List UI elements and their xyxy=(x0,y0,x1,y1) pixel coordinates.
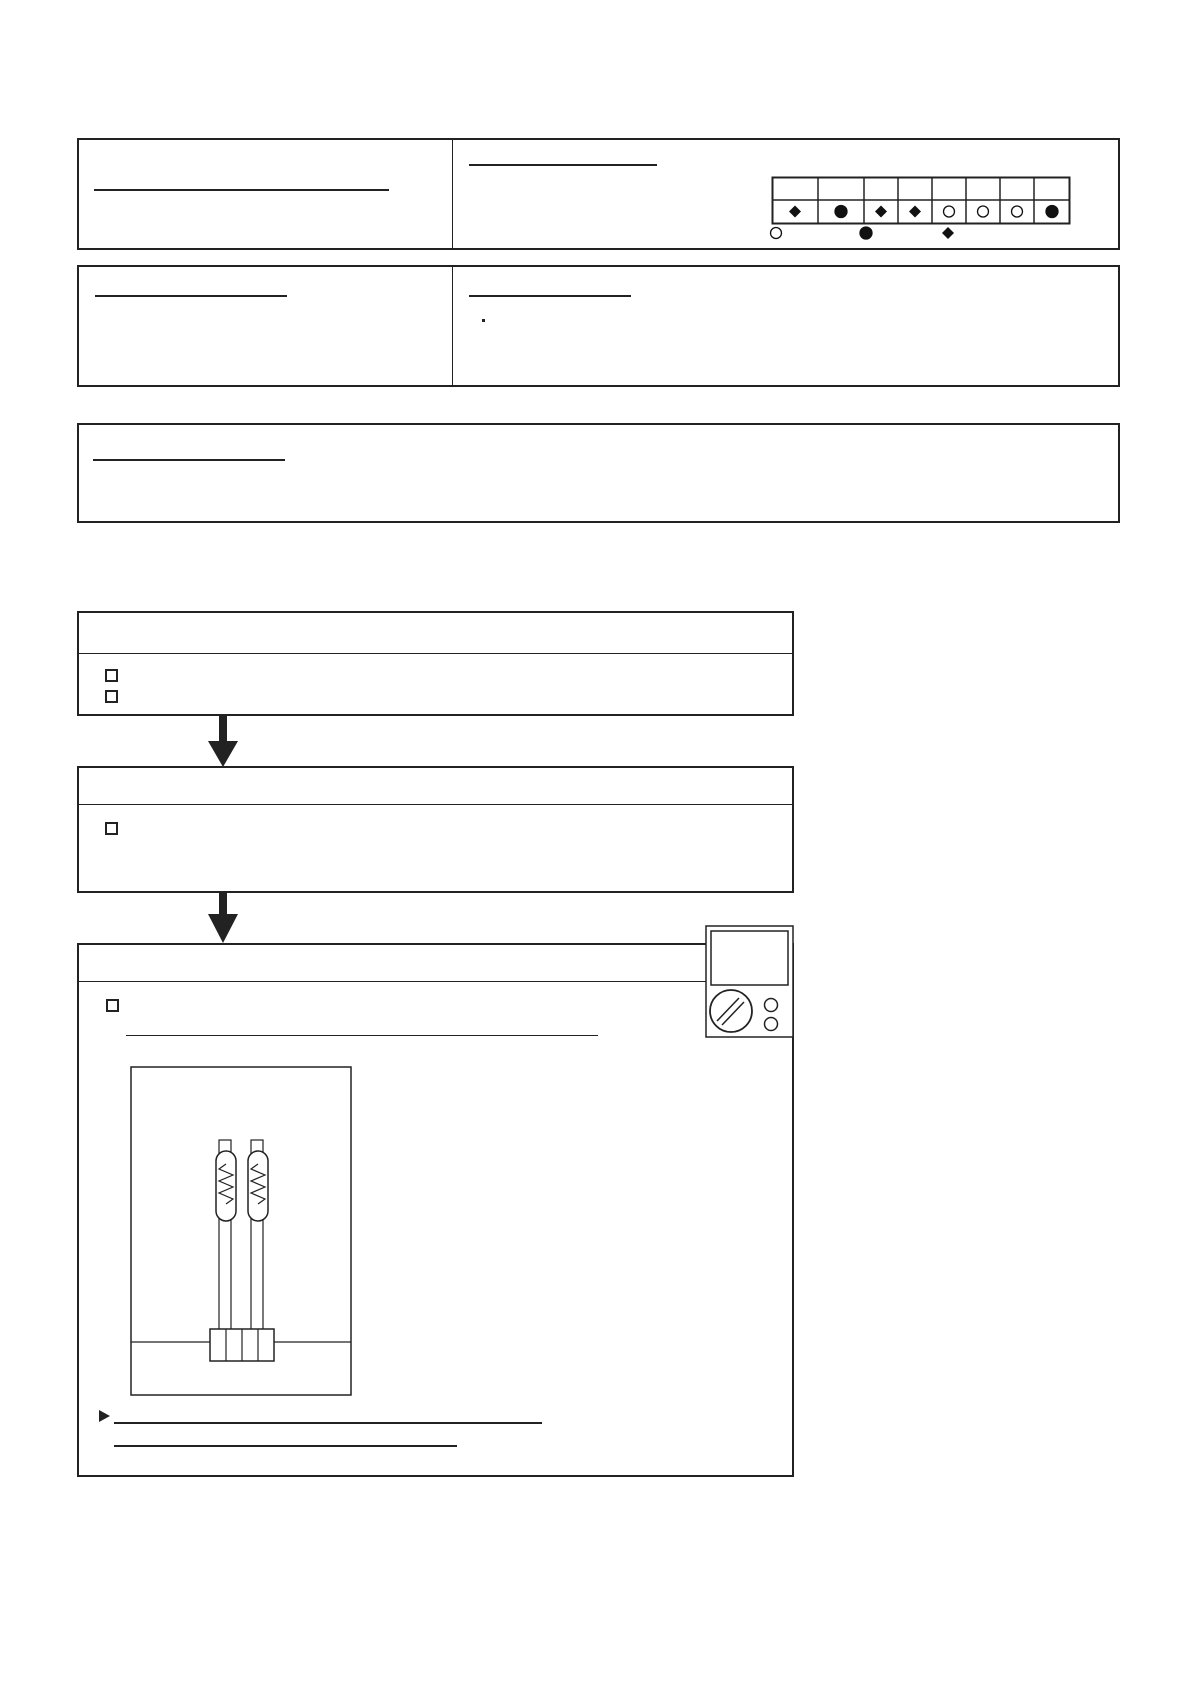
checkbox-icon xyxy=(105,690,118,703)
note-underline xyxy=(114,1422,542,1424)
bullet-dot xyxy=(482,319,485,322)
status-filled-circle-icon xyxy=(1046,206,1058,218)
info-box-divider xyxy=(452,140,453,248)
legend-diamond-icon xyxy=(942,227,954,239)
step-header-divider xyxy=(79,981,792,982)
step-box-1 xyxy=(77,611,794,716)
status-open-circle-icon xyxy=(1012,206,1023,217)
legend-filled-circle-icon xyxy=(860,227,872,239)
step-box-3 xyxy=(77,943,794,1477)
temperature-sensor-diagram xyxy=(130,1066,352,1396)
checkbox-icon xyxy=(105,669,118,682)
step-header-divider xyxy=(79,804,792,805)
down-arrow-icon xyxy=(203,714,243,770)
info-box-top xyxy=(77,138,1120,250)
step-header-divider xyxy=(79,653,792,654)
info-box-divider xyxy=(452,267,453,385)
status-filled-circle-icon xyxy=(835,206,847,218)
down-arrow-icon xyxy=(203,891,243,947)
status-diamond-icon xyxy=(789,206,801,218)
note-underline xyxy=(114,1445,457,1447)
indicator-table xyxy=(772,177,1092,247)
triangle-pointer-icon xyxy=(99,1410,111,1422)
info-box-bottom xyxy=(77,423,1120,523)
status-open-circle-icon xyxy=(978,206,989,217)
checkbox-icon xyxy=(105,822,118,835)
multimeter-icon xyxy=(705,925,795,1039)
panel-label-underline xyxy=(93,459,285,461)
info-box-middle xyxy=(77,265,1120,387)
panel-label-underline xyxy=(95,295,287,297)
panel-label-underline xyxy=(94,189,389,191)
instruction-underline xyxy=(126,1035,598,1036)
panel-label-underline xyxy=(469,295,631,297)
status-diamond-icon xyxy=(875,206,887,218)
checkbox-icon xyxy=(106,999,119,1012)
legend-open-circle-icon xyxy=(771,228,782,239)
status-diamond-icon xyxy=(909,206,921,218)
status-open-circle-icon xyxy=(944,206,955,217)
step-box-2 xyxy=(77,766,794,893)
panel-label-underline xyxy=(469,164,657,166)
